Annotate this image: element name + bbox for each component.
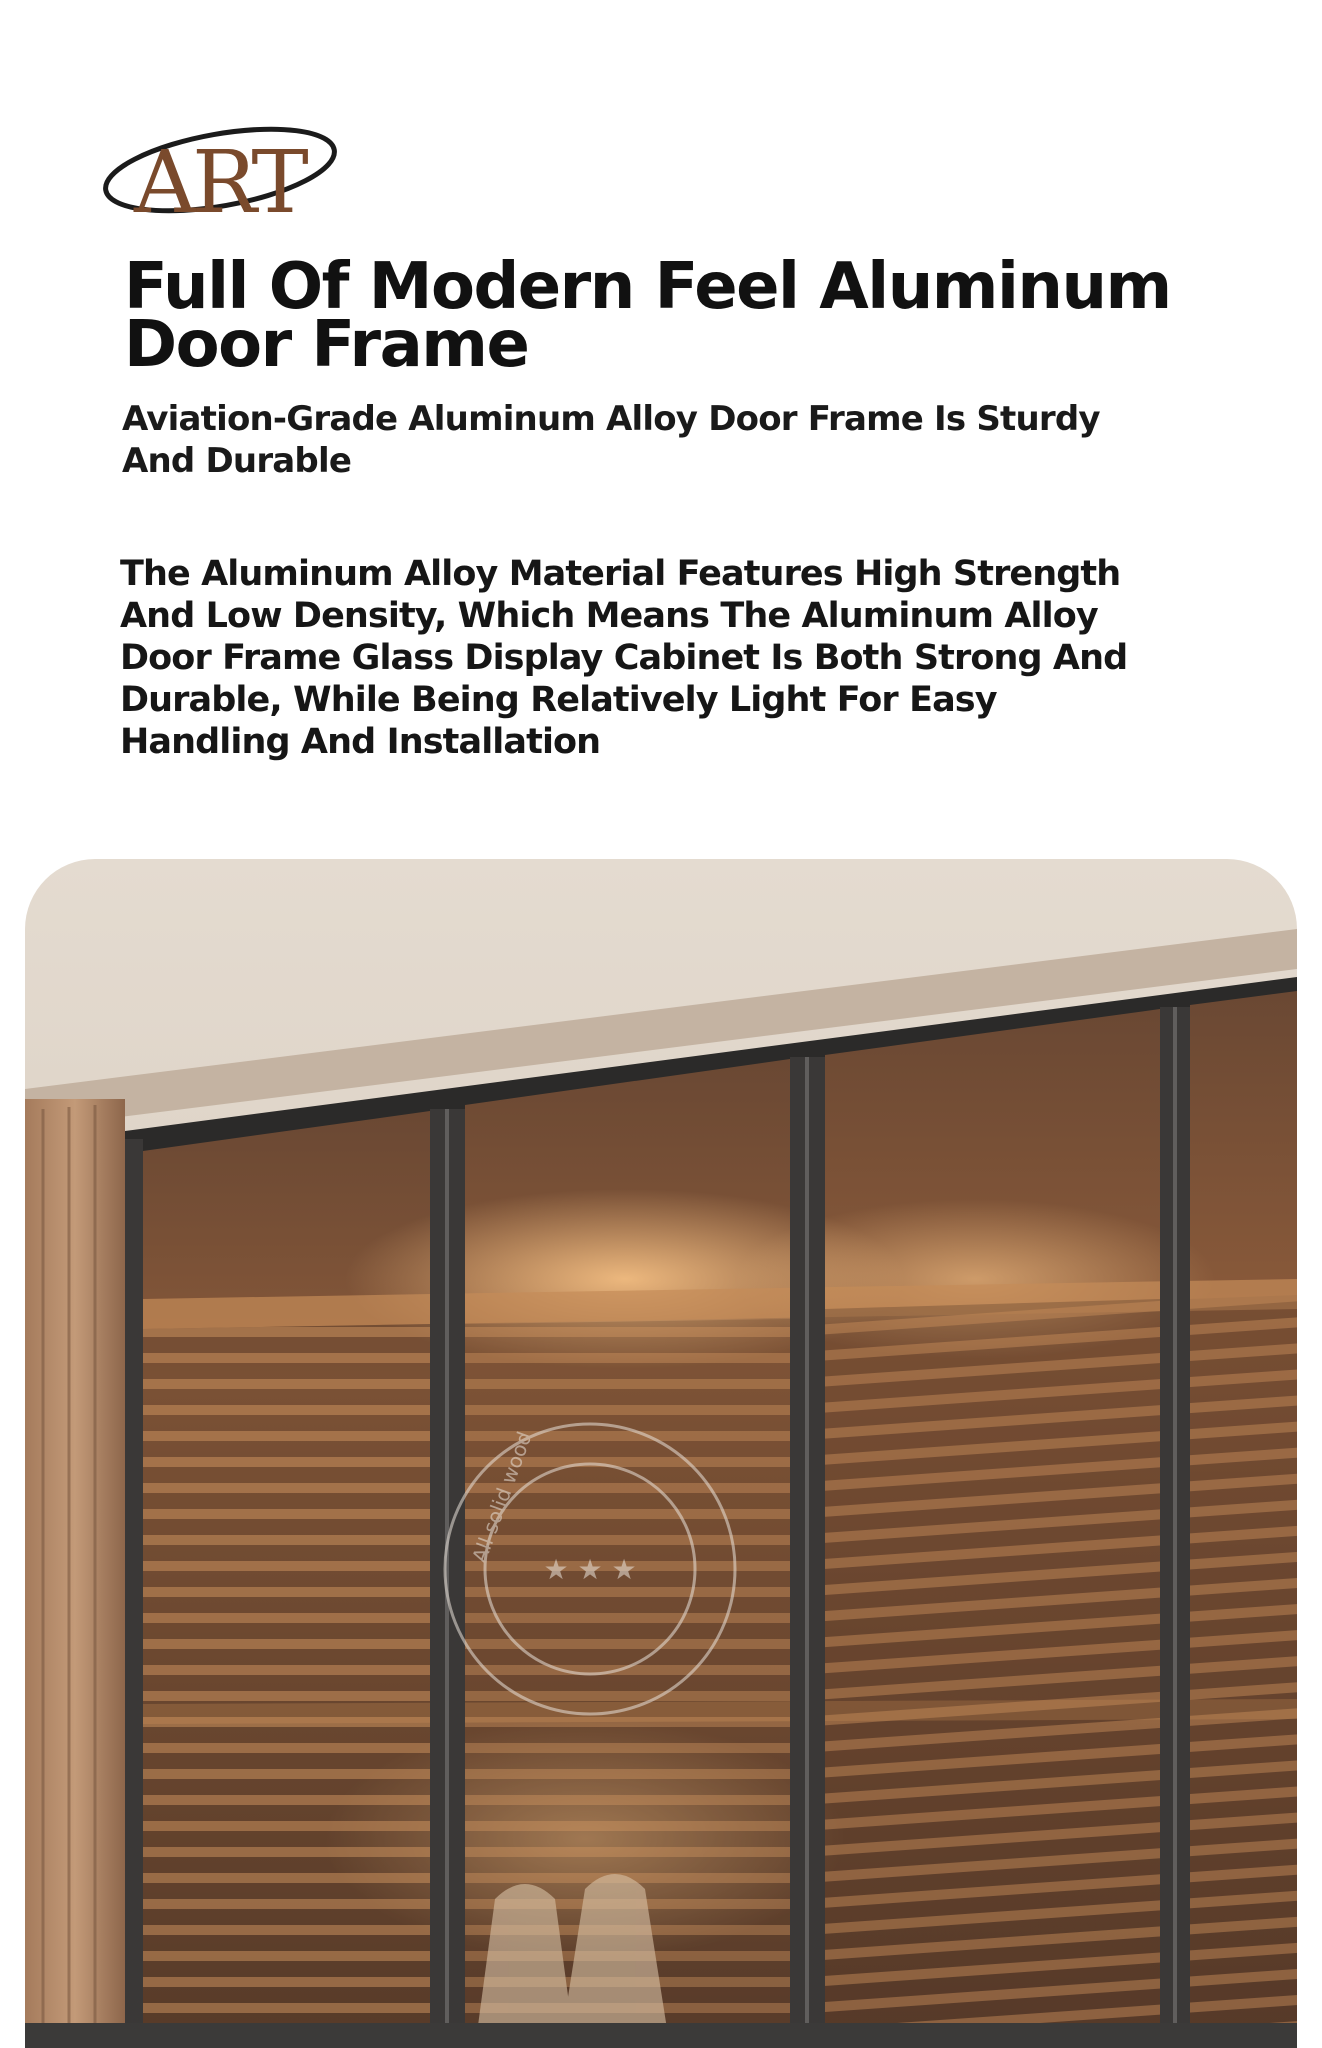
- svg-text:★ ★ ★: ★ ★ ★: [543, 1553, 637, 1586]
- art-logo: [100, 108, 340, 228]
- product-description: The Aluminum Alloy Material Features High Strength And Low Density, Which Means The Aluminum Alloy Door Frame Glass Display Cabinet Is Both Strong And Durable, While Being Relatively Light For Easy Handling And Installation: [120, 554, 1128, 762]
- svg-text:All solid wood: All solid wood: [467, 1428, 537, 1566]
- page-subtitle: Aviation-Grade Aluminum Alloy Door Frame Is Sturdy And Durable: [122, 399, 1100, 481]
- page-title: Full Of Modern Feel Aluminum Door Frame: [124, 250, 1171, 382]
- svg-text:ART: ART: [134, 133, 305, 228]
- product-image: [25, 859, 1297, 2048]
